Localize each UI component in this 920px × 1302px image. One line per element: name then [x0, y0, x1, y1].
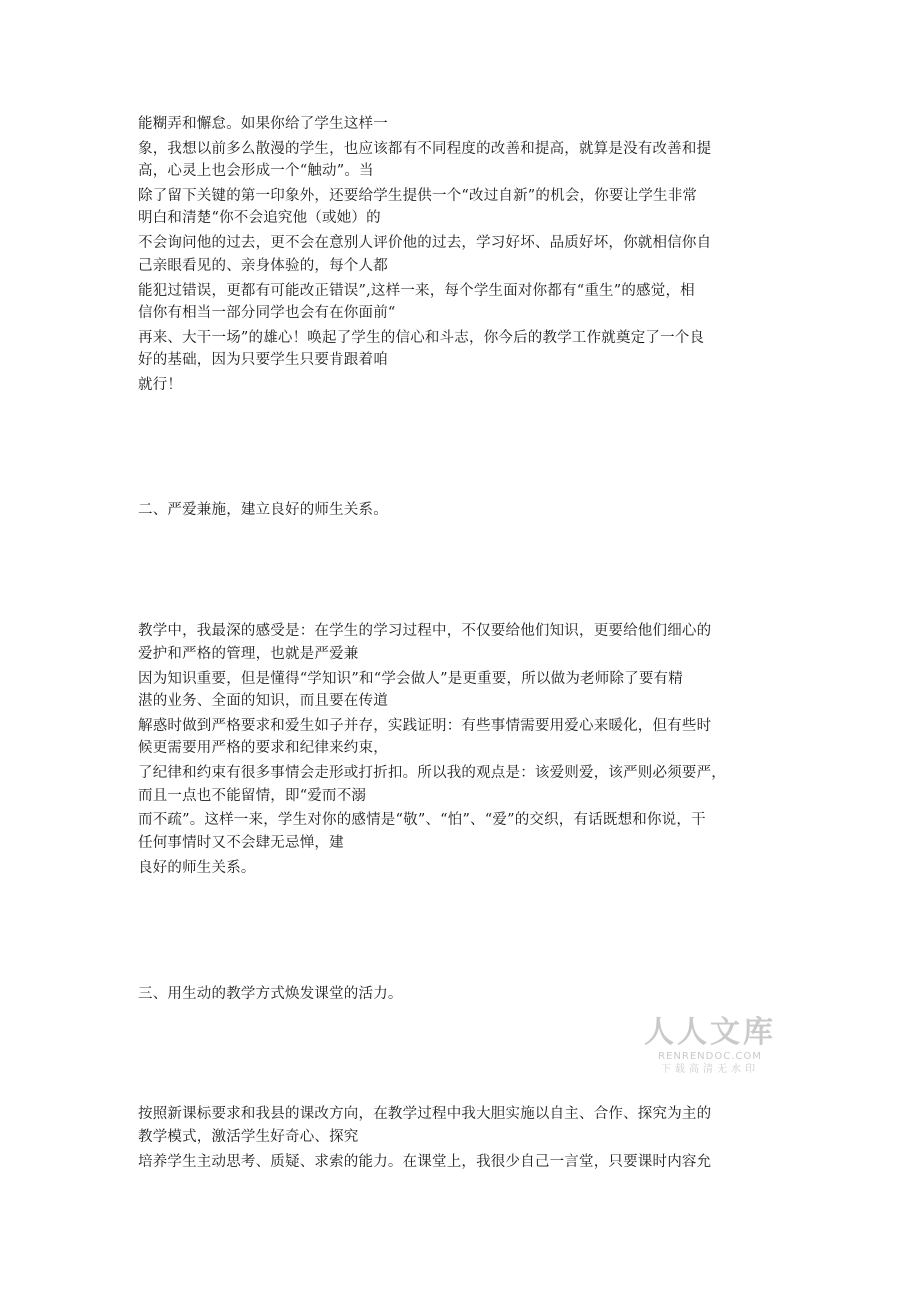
watermark-site: RENRENDOC.COM: [658, 1051, 762, 1062]
text-line: 良好的师生关系。: [138, 860, 256, 876]
text-line: 而且一点也不能留情，即“爱而不溺: [138, 788, 367, 804]
text-line: 就行！: [138, 377, 183, 393]
text-line: 而不疏”。这样一来，学生对你的感情是“敬”、“怕”、“爱”的交织，有话既想和你说，干: [138, 812, 706, 828]
text-line: 培养学生主动思考、质疑、求索的能力。在课堂上，我很少自己一言堂，只要课时内容允: [138, 1154, 712, 1170]
text-line: 教学模式，激活学生好奇心、探究: [138, 1129, 359, 1145]
text-line: 能糊弄和懈怠。如果你给了学生这样一: [138, 116, 388, 132]
section-heading: 二、严爱兼施，建立良好的师生关系。: [138, 502, 388, 518]
text-line: 湛的业务、全面的知识，而且要在传道: [138, 693, 388, 709]
text-line: 不会询问他的过去，更不会在意别人评价他的过去，学习好坏、品质好坏，你就相信你自: [138, 235, 712, 251]
text-line: 按照新课标要求和我县的课改方向，在教学过程中我大胆实施以自主、合作、探究为主的: [138, 1106, 712, 1122]
text-line: 信你有相当一部分同学也会有在你面前“: [138, 305, 396, 321]
text-line: 候更需要用严格的要求和纪律来约束，: [138, 740, 388, 756]
text-line: 能犯过错误，更都有可能改正错误”,这样一来，每个学生面对你都有“重生”的感觉，相: [138, 283, 695, 299]
text-line: 解惑时做到严格要求和爱生如子并存，实践证明：有些事情需要用爱心来暖化，但有些时: [138, 718, 712, 734]
text-line: 除了留下关键的第一印象外，还要给学生提供一个“改过自新”的机会，你要让学生非常: [138, 188, 698, 204]
watermark-logo-text: 人人文库: [644, 1015, 776, 1050]
watermark: [640, 1016, 780, 1076]
section-heading: 三、用生动的教学方式焕发课堂的活力。: [138, 986, 403, 1002]
text-line: 任何事情时又不会肆无忌惮，建: [138, 835, 344, 851]
text-line: 爱护和严格的管理，也就是严爱兼: [138, 646, 359, 662]
text-line: 象，我想以前多么散漫的学生，也应该都有不同程度的改善和提高，就算是没有改善和提: [138, 141, 712, 157]
text-line: 了纪律和约束有很多事情会走形或打折扣。所以我的观点是：该爱则爱，该严则必须要严，: [138, 765, 726, 781]
watermark-subtitle: 下载高清无水印: [661, 1064, 759, 1075]
text-line: 教学中，我最深的感受是：在学生的学习过程中，不仅要给他们知识，更要给他们细心的: [138, 623, 712, 639]
text-line: 明白和清楚“你不会追究他（或她）的: [138, 210, 381, 226]
text-line: 高，心灵上也会形成一个“触动”。当: [138, 163, 374, 179]
text-line: 因为知识重要，但是懂得“学知识”和“学会做人”是更重要，所以做为老师除了要有精: [138, 671, 683, 687]
text-line: 再来、大干一场”的雄心！唤起了学生的信心和斗志，你今后的教学工作就奠定了一个良: [138, 330, 705, 346]
text-line: 好的基础，因为只要学生只要肯跟着咱: [138, 352, 388, 368]
text-line: 己亲眼看见的、亲身体验的，每个人都: [138, 258, 388, 274]
